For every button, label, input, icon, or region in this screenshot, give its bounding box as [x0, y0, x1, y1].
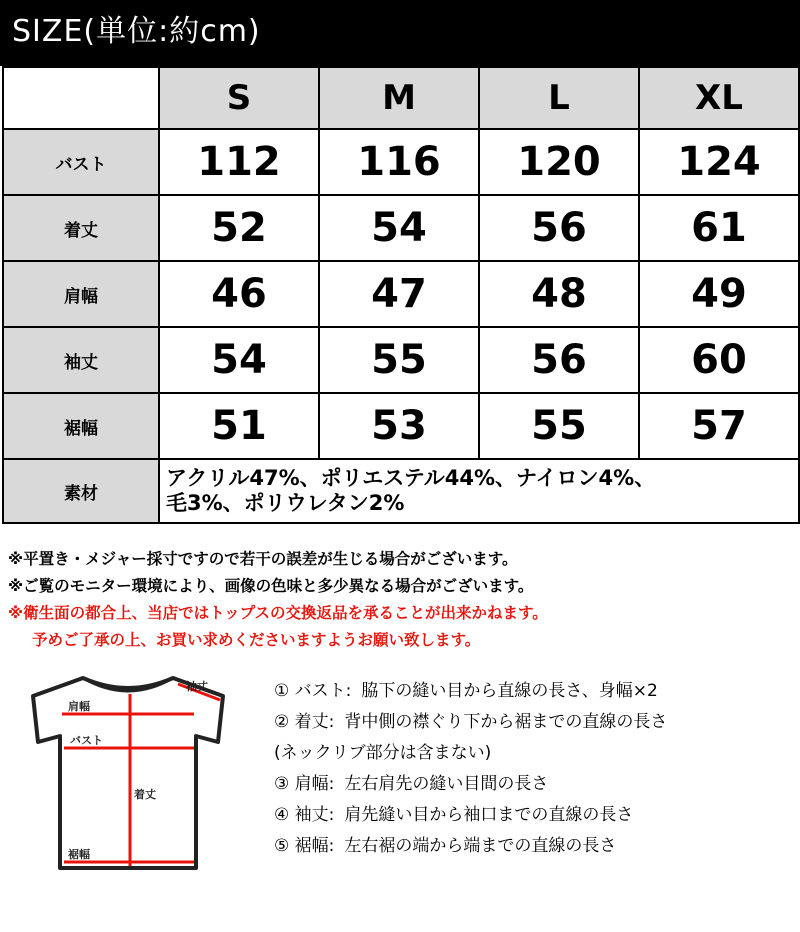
table-cell: 48: [479, 261, 639, 327]
table-cell: 54: [159, 327, 319, 393]
table-row: [3, 129, 799, 195]
table-row: [3, 327, 799, 393]
table-row: [3, 393, 799, 459]
table-cell: 55: [319, 327, 479, 393]
label-hem: 裾幅: [68, 848, 90, 861]
table-cell: 120: [479, 129, 639, 195]
size-table: [2, 66, 800, 524]
material-row: [3, 459, 799, 523]
table-cell: 112: [159, 129, 319, 195]
material-cell: [159, 459, 799, 523]
row-label-material: 素材: [3, 459, 159, 523]
row-label-sleeve: 袖丈: [3, 327, 159, 393]
table-cell: 52: [159, 195, 319, 261]
tshirt-diagram: [18, 668, 238, 878]
table-row: [3, 195, 799, 261]
table-cell: 124: [639, 129, 799, 195]
size-header-m: M: [319, 67, 479, 129]
legend-item: (ネックリブ部分は含まない): [274, 743, 492, 763]
table-cell: 47: [319, 261, 479, 327]
label-length: 着丈: [134, 788, 156, 801]
size-header-xl: XL: [639, 67, 799, 129]
legend-item: ③ 肩幅: 左右肩先の縫い目間の長さ: [274, 774, 549, 794]
table-cell: 49: [639, 261, 799, 327]
table-cell: 54: [319, 195, 479, 261]
table-row: [3, 261, 799, 327]
row-label-length: 着丈: [3, 195, 159, 261]
row-label-shoulder: 肩幅: [3, 261, 159, 327]
table-cell: 51: [159, 393, 319, 459]
material-line-2: 毛3%、ポリウレタン2%: [166, 491, 405, 515]
tshirt-outline: [33, 678, 223, 868]
note-acknowledge: 予めご了承の上、お買い求めくださいますようお願い致します。: [32, 631, 481, 649]
legend-item: ⑤ 裾幅: 左右裾の端から端までの直線の長さ: [274, 836, 617, 856]
table-cell: 57: [639, 393, 799, 459]
legend-item: ② 着丈: 背中側の襟ぐり下から裾までの直線の長さ: [274, 712, 668, 732]
label-sleeve: 袖丈: [186, 680, 208, 693]
legend-item: ① バスト: 脇下の縫い目から直線の長さ、身幅×2: [274, 681, 658, 701]
size-header-row: [3, 67, 799, 129]
table-cell: 61: [639, 195, 799, 261]
measurement-legend: [274, 676, 794, 862]
material-line-1: アクリル47%、ポリエステル44%、ナイロン4%、: [166, 466, 656, 490]
page-title: SIZE(単位:約cm): [12, 14, 261, 49]
title-bar: [0, 0, 800, 66]
corner-cell: [3, 67, 159, 129]
note-error: ※平置き・メジャー採寸ですので若干の誤差が生じる場合がございます。: [8, 550, 518, 568]
row-label-bust: バスト: [3, 129, 159, 195]
label-shoulder: 肩幅: [68, 700, 90, 713]
notes: [8, 546, 798, 654]
legend-item: ④ 袖丈: 肩先縫い目から袖口までの直線の長さ: [274, 805, 634, 825]
table-cell: 46: [159, 261, 319, 327]
note-monitor: ※ご覧のモニター環境により、画像の色味と多少異なる場合がございます。: [8, 577, 534, 595]
size-header-l: L: [479, 67, 639, 129]
table-cell: 56: [479, 327, 639, 393]
row-label-hem: 裾幅: [3, 393, 159, 459]
note-no-returns: ※衛生面の都合上、当店ではトップスの交換返品を承ることが出来かねます。: [8, 604, 548, 622]
table-cell: 53: [319, 393, 479, 459]
table-cell: 116: [319, 129, 479, 195]
table-cell: 55: [479, 393, 639, 459]
label-bust: バスト: [70, 734, 103, 747]
table-cell: 56: [479, 195, 639, 261]
size-header-s: S: [159, 67, 319, 129]
table-cell: 60: [639, 327, 799, 393]
